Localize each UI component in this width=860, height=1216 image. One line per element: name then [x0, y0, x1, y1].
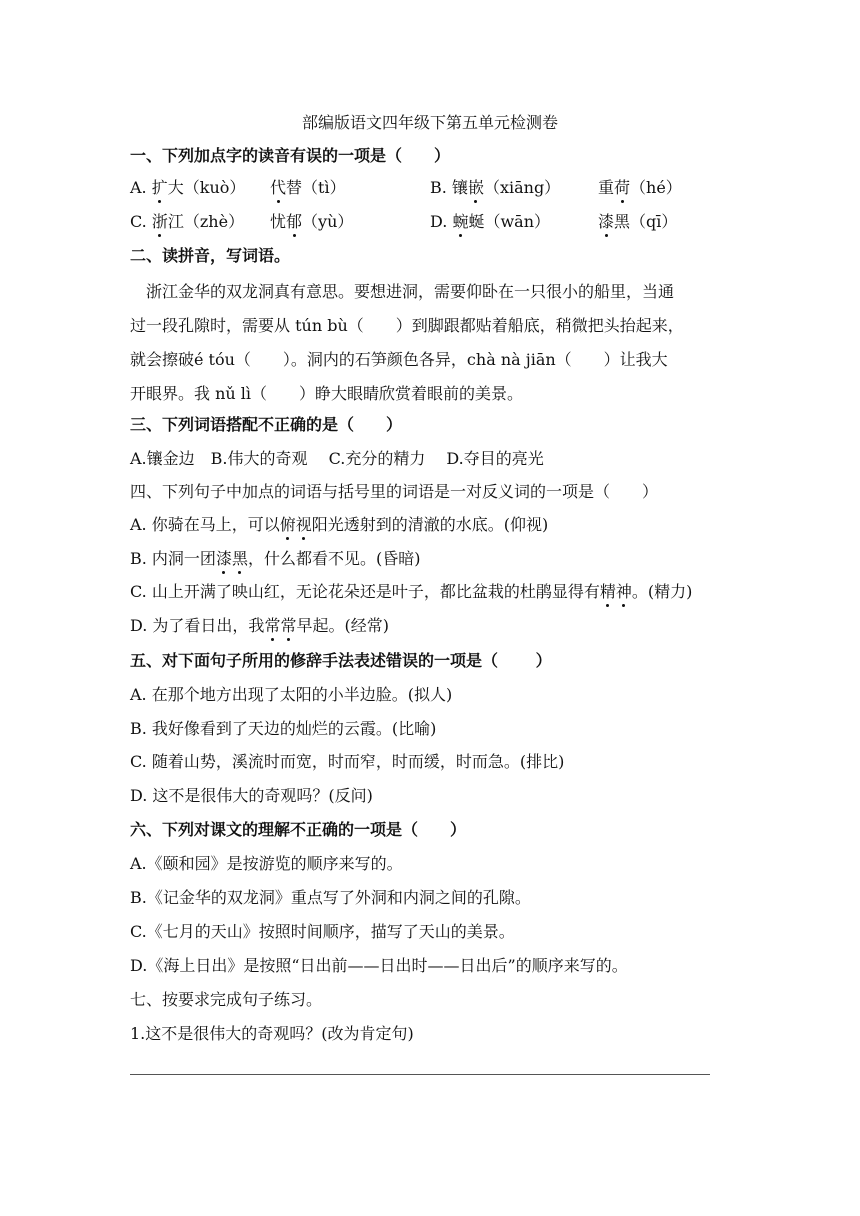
answer-line[interactable] [130, 1074, 710, 1075]
q7-item-1: 1.这不是很伟大的奇观吗？(改为肯定句) [130, 1024, 414, 1043]
q5-option-c: C. 随着山势，溪流时而宽，时而窄，时而缓，时而急。(排比) [130, 752, 565, 771]
q2-passage [130, 275, 730, 411]
q2-heading: 二、读拼音，写词语。 [130, 246, 291, 265]
q1-row-ab [130, 177, 730, 199]
page-title: 部编版语文四年级下第五单元检测卷 [301, 113, 558, 132]
q7-heading: 七、按要求完成句子练习。 [130, 990, 323, 1009]
q1-row-cd [130, 211, 730, 233]
q4-option-a: A. 你骑在马上，可以俯视阳光透射到的清澈的水底。(仰视) [130, 515, 549, 534]
q5-option-d: D. 这不是很伟大的奇观吗？(反问) [130, 786, 373, 805]
q5-heading: 五、对下面句子所用的修辞手法表述错误的一项是（ ） [130, 651, 552, 670]
q2-line-3: 就会擦破é tóu（ ）。洞内的石笋颜色各异，chà nà jiān（ ）让我大 [130, 350, 668, 369]
q1-option-b: B. 镶嵌（xiāng） [430, 178, 561, 197]
q6-option-a: A.《颐和园》是按游览的顺序来写的。 [130, 854, 403, 873]
q1-option-a: A. 扩大（kuò） [130, 178, 246, 197]
q4-option-d: D. 为了看日出，我常常早起。(经常) [130, 616, 389, 635]
q2-line-2: 过一段孔隙时，需要从 tún bù（ ）到脚跟都贴着船底，稍微把头抬起来， [130, 316, 684, 335]
q6-option-d: D.《海上日出》是按照“日出前——日出时——日出后”的顺序来写的。 [130, 956, 628, 975]
q1-option-a2: 代替（tì） [270, 178, 346, 197]
q1-heading: 一、下列加点字的读音有误的一项是（ ） [130, 146, 451, 165]
q1-option-d: D. 蜿蜒（wān） [430, 212, 550, 231]
q1-option-d2: 漆黑（qī） [598, 212, 678, 231]
q5-option-a: A. 在那个地方出现了太阳的小半边脸。(拟人) [130, 685, 453, 704]
q5-option-b: B. 我好像看到了天边的灿烂的云霞。(比喻) [130, 719, 437, 738]
q3-heading: 三、下列词语搭配不正确的是（ ） [130, 415, 403, 434]
q1-option-c: C. 浙江（zhè） [130, 212, 245, 231]
q1-option-b2: 重荷（hé） [598, 178, 682, 197]
q4-option-c: C. 山上开满了映山红，无论花朵还是叶子，都比盆栽的杜鹃显得有精神。(精力) [130, 582, 693, 601]
q4-heading: 四、下列句子中加点的词语与括号里的词语是一对反义词的一项是（ ） [130, 482, 659, 501]
q3-options: A.镶金边 B.伟大的奇观 C.充分的精力 D.夺目的亮光 [130, 449, 544, 468]
q1-option-c2: 忧郁（yù） [270, 212, 354, 231]
q2-line-1: 浙江金华的双龙洞真有意思。要想进洞，需要仰卧在一只很小的船里，当通 [130, 282, 675, 301]
q2-line-4: 开眼界。我 nǔ lì（ ）睁大眼睛欣赏着眼前的美景。 [130, 384, 524, 403]
q6-option-c: C.《七月的天山》按照时间顺序，描写了天山的美景。 [130, 922, 515, 941]
q6-option-b: B.《记金华的双龙洞》重点写了外洞和内洞之间的孔隙。 [130, 888, 531, 907]
q4-option-b: B. 内洞一团漆黑，什么都看不见。(昏暗) [130, 549, 421, 568]
q6-heading: 六、下列对课文的理解不正确的一项是（ ） [130, 820, 467, 839]
